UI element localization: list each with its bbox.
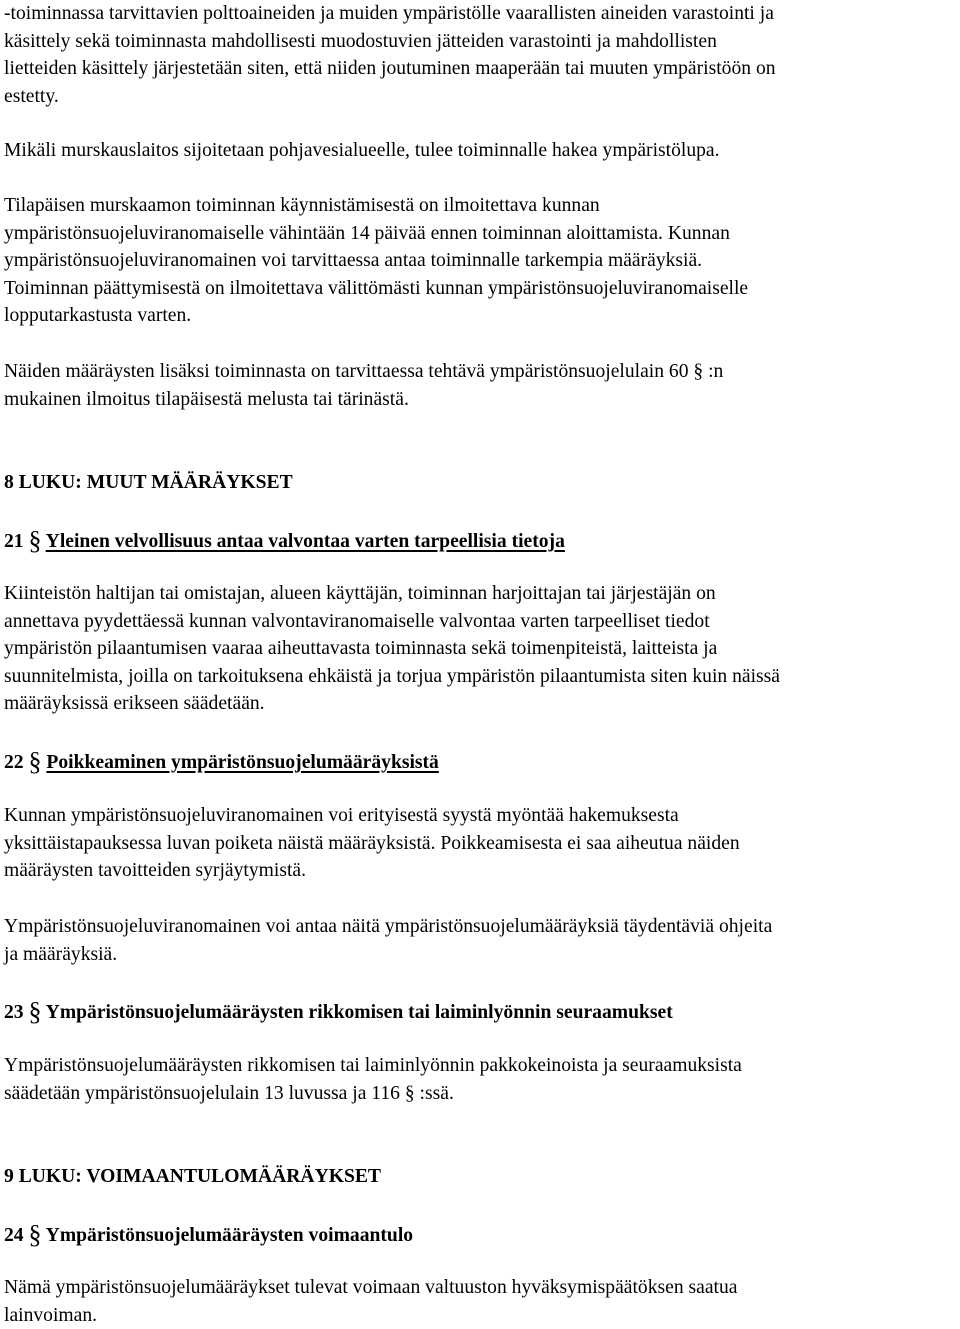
section-title: Yleinen velvollisuus antaa valvontaa varten tarpeellisia tietoja <box>45 531 565 552</box>
section-title: Ympäristönsuojelumääräysten voimaantulo <box>45 1225 414 1246</box>
paragraph-section-21 <box>4 580 780 718</box>
paragraph-section-24 <box>4 1274 738 1329</box>
section-21-heading <box>4 525 565 556</box>
text-line: Kunnan ympäristönsuojeluviranomainen voi erityisestä syystä myöntää hakemuksesta <box>4 805 679 826</box>
text-line: lietteiden käsittely järjestetään siten, että niiden joutuminen maaperään tai muuten ympäristöön on <box>4 58 776 79</box>
section-symbol: § <box>28 747 42 776</box>
section-22-heading <box>4 746 439 777</box>
paragraph-section-22-b <box>4 913 772 968</box>
text-line: lopputarkastusta varten. <box>4 305 192 326</box>
section-number: 24 <box>4 1225 24 1246</box>
text-line: Nämä ympäristönsuojelumääräykset tulevat voimaan valtuuston hyväksymispäätöksen saatua <box>4 1277 738 1298</box>
text-line: estetty. <box>4 85 59 107</box>
paragraph-noise-notice <box>4 358 723 413</box>
text-line: Ympäristönsuojeluviranomainen voi antaa näitä ympäristönsuojelumääräyksiä täydentäviä ohjeita <box>4 916 773 937</box>
paragraph-fuel-storage <box>4 0 776 110</box>
paragraph-section-22-a <box>4 802 740 885</box>
text-line: ympäristönsuojeluviranomaiselle vähintään 14 päivää ennen toiminnan aloittamista. Kunnan <box>4 222 730 244</box>
paragraph-section-23 <box>4 1052 742 1107</box>
section-number: 22 <box>4 752 24 773</box>
text-line: ympäristönsuojeluviranomainen voi tarvittaessa antaa toiminnalle tarkempia määräyksiä. <box>4 250 703 271</box>
chapter-9-heading: 9 LUKU: VOIMAANTULOMÄÄRÄYKSET <box>4 1166 381 1187</box>
text-line: Toiminnan päättymisestä on ilmoitettava välittömästi kunnan ympäristönsuojeluviranomaiselle <box>4 277 749 299</box>
text-line: Tilapäisen murskaamon toiminnan käynnistämisestä on ilmoitettava kunnan <box>4 195 600 216</box>
section-24-heading <box>4 1219 413 1250</box>
paragraph-groundwater-area <box>4 137 720 165</box>
section-symbol: § <box>28 1220 42 1249</box>
chapter-8-heading: 8 LUKU: MUUT MÄÄRÄYKSET <box>4 472 293 493</box>
paragraph-start-notification <box>4 192 748 330</box>
text-line: Kiinteistön haltijan tai omistajan, alueen käyttäjän, toiminnan harjoittajan tai järjestäjän on <box>4 583 716 604</box>
text-line: ja määräyksiä. <box>4 943 118 965</box>
section-title: Poikkeaminen ympäristönsuojelumääräyksistä <box>46 752 439 773</box>
text-line: Näiden määräysten lisäksi toiminnasta on tarvittaessa tehtävä ympäristönsuojelulain 60 § :n <box>4 361 724 382</box>
text-line: määräysten tavoitteiden syrjäytymistä. <box>4 860 306 881</box>
text-line: käsittely sekä toiminnasta mahdollisesti muodostuvien jätteiden varastointi ja mahdollisten <box>4 30 717 52</box>
section-number: 21 <box>4 531 24 552</box>
section-23-heading <box>4 996 673 1027</box>
text-line: Mikäli murskauslaitos sijoitetaan pohjavesialueelle, tulee toiminnalle hakea ympäristölupa. <box>4 140 720 161</box>
text-line: mukainen ilmoitus tilapäisestä melusta tai tärinästä. <box>4 388 409 410</box>
text-line: -toiminnassa tarvittavien polttoaineiden ja muiden ympäristölle vaarallisten aineiden varastointi ja <box>4 3 774 24</box>
section-symbol: § <box>28 526 42 555</box>
text-line: Ympäristönsuojelumääräysten rikkomisen tai laiminlyönnin pakkokeinoista ja seuraamuksista <box>4 1055 742 1076</box>
text-line: määräyksissä erikseen säädetään. <box>4 693 265 714</box>
section-title: Ympäristönsuojelumääräysten rikkomisen tai laiminlyönnin seuraamukset <box>45 1002 673 1023</box>
section-number: 23 <box>4 1002 24 1023</box>
section-symbol: § <box>28 997 42 1026</box>
text-line: suunnitelmista, joilla on tarkoituksena ehkäistä ja torjua ympäristön pilaantumista siten kuin näissä <box>4 665 780 687</box>
text-line: ympäristön pilaantumisen vaaraa aiheuttavasta toiminnasta sekä toimenpiteistä, laitteista ja <box>4 638 718 659</box>
text-line: lainvoiman. <box>4 1304 98 1326</box>
text-line: annettava pyydettäessä kunnan valvontaviranomaiselle valvontaa varten tarpeelliset tiedot <box>4 610 710 632</box>
text-line: säädetään ympäristönsuojelulain 13 luvussa ja 116 § :ssä. <box>4 1082 454 1104</box>
text-line: yksittäistapauksessa luvan poiketa näistä määräyksistä. Poikkeamisesta ei saa aiheutua näiden <box>4 832 740 854</box>
